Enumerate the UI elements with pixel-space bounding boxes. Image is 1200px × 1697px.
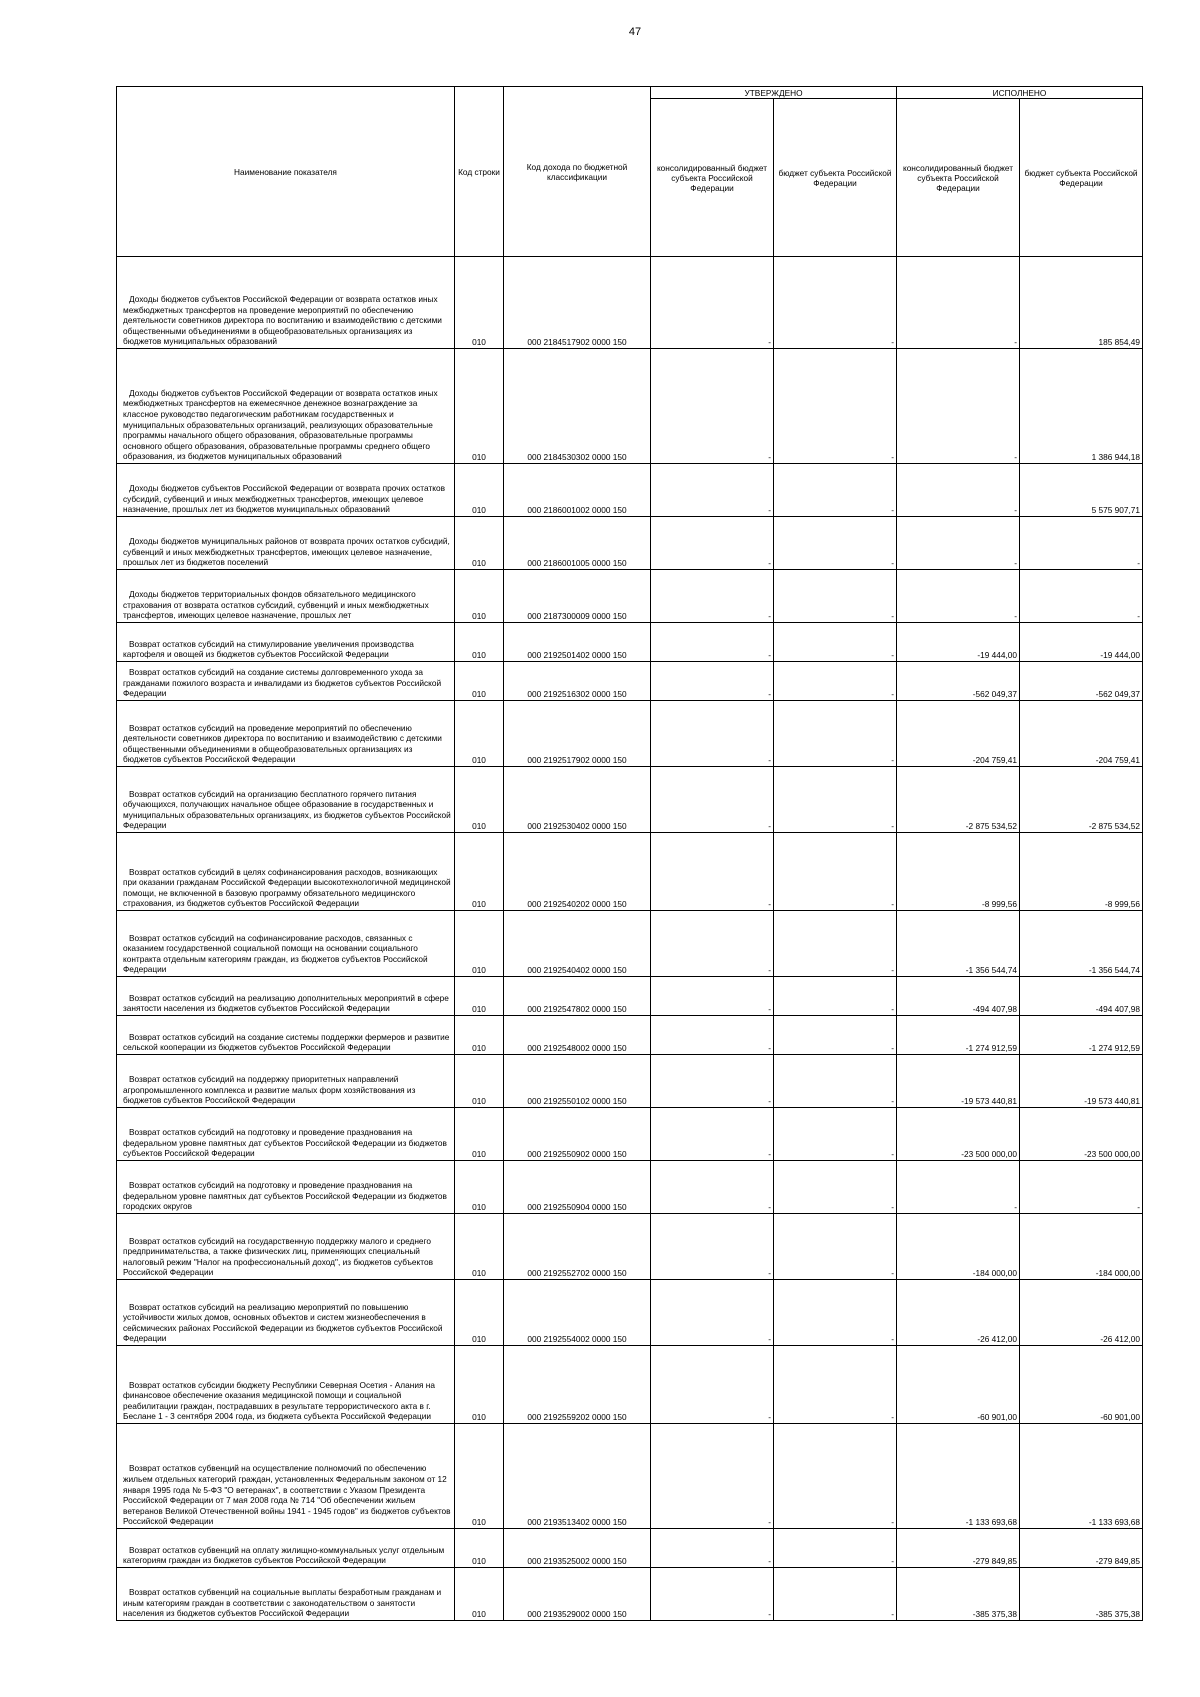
row-income-code: 000 2192554002 0000 150 [504,1280,651,1346]
row-executed-subject: - [1020,517,1143,570]
row-executed-subject: -19 573 440,81 [1020,1055,1143,1108]
row-approved-subject: - [774,570,897,623]
row-executed-consolidated: -8 999,56 [897,833,1020,911]
row-income-code: 000 2192517902 0000 150 [504,701,651,767]
row-approved-subject: - [774,662,897,701]
row-line-code: 010 [455,833,504,911]
row-approved-subject: - [774,1055,897,1108]
table-row [117,833,1143,911]
table-row [117,1108,1143,1161]
row-executed-subject: -204 759,41 [1020,701,1143,767]
row-executed-consolidated: - [897,257,1020,349]
row-approved-subject: - [774,623,897,662]
table-row [117,1568,1143,1621]
row-executed-subject: - [1020,1161,1143,1214]
row-approved-subject: - [774,1568,897,1621]
table-row [117,1161,1143,1214]
row-income-code: 000 2186001002 0000 150 [504,464,651,517]
row-name: Возврат остатков субсидий на подготовку и проведение празднования на федеральном уровне памятных дат субъектов Российской Федерации из бюджетов городских округов [117,1161,455,1214]
row-executed-consolidated: -1 133 693,68 [897,1424,1020,1529]
row-executed-consolidated: -494 407,98 [897,977,1020,1016]
row-executed-subject: -494 407,98 [1020,977,1143,1016]
row-executed-consolidated: -204 759,41 [897,701,1020,767]
row-name: Доходы бюджетов субъектов Российской Федерации от возврата остатков иных межбюджетных трансфертов на проведение мероприятий по обеспечению деятельности советников директора по воспитанию и взаимодействию с детскими общественными объединениями в общеобразовательных организациях из бюджетов муниципальных образований [117,257,455,349]
row-income-code: 000 2193525002 0000 150 [504,1529,651,1568]
row-income-code: 000 2193529002 0000 150 [504,1568,651,1621]
row-name: Возврат остатков субсидий на создание системы долговременного ухода за гражданами пожилого возраста и инвалидами из бюджетов субъектов Российской Федерации [117,662,455,701]
row-name: Возврат остатков субсидий на подготовку и проведение празднования на федеральном уровне памятных дат субъектов Российской Федерации из бюджетов субъектов Российской Федерации [117,1108,455,1161]
row-executed-consolidated: -60 901,00 [897,1346,1020,1424]
row-executed-subject: -60 901,00 [1020,1346,1143,1424]
row-income-code: 000 2192552702 0000 150 [504,1214,651,1280]
page-number: 47 [628,26,642,38]
row-income-code: 000 2192547802 0000 150 [504,977,651,1016]
row-executed-consolidated: -19 444,00 [897,623,1020,662]
table-row [117,1055,1143,1108]
row-approved-consolidated: - [651,257,774,349]
row-line-code: 010 [455,701,504,767]
row-approved-consolidated: - [651,1108,774,1161]
row-line-code: 010 [455,1424,504,1529]
header-approved-subject: бюджет субъекта Российской Федерации [774,99,897,257]
row-approved-consolidated: - [651,1214,774,1280]
row-executed-consolidated: - [897,517,1020,570]
row-line-code: 010 [455,911,504,977]
row-income-code: 000 2192540202 0000 150 [504,833,651,911]
row-approved-consolidated: - [651,833,774,911]
row-name: Возврат остатков субсидии бюджету Республики Северная Осетия - Алания на финансовое обеспечение оказания медицинской помощи и социальной реабилитации граждан, пострадавших в результате террористического акта в г. Беслане 1 - 3 сентября 2004 года, из бюджета субъекта Российской Федерации [117,1346,455,1424]
row-executed-subject: -184 000,00 [1020,1214,1143,1280]
table-row [117,257,1143,349]
row-executed-subject: -19 444,00 [1020,623,1143,662]
row-name: Возврат остатков субсидий на поддержку приоритетных направлений агропромышленного комплекса и развитие малых форм хозяйствования из бюджетов субъектов Российской Федерации [117,1055,455,1108]
row-executed-consolidated: -26 412,00 [897,1280,1020,1346]
row-approved-subject: - [774,464,897,517]
row-executed-subject: 1 386 944,18 [1020,349,1143,464]
table-row [117,570,1143,623]
row-approved-consolidated: - [651,1016,774,1055]
row-executed-subject: -2 875 534,52 [1020,767,1143,833]
row-executed-consolidated: -2 875 534,52 [897,767,1020,833]
row-approved-subject: - [774,1016,897,1055]
table-body [117,257,1143,1621]
row-name: Возврат остатков субсидий на организацию бесплатного горячего питания обучающихся, получающих начальное общее образование в государственных и муниципальных образовательных организациях, из бюджетов субъектов Российской Федерации [117,767,455,833]
row-name: Возврат остатков субсидий на стимулирование увеличения производства картофеля и овощей из бюджетов субъектов Российской Федерации [117,623,455,662]
row-income-code: 000 2192550904 0000 150 [504,1161,651,1214]
row-executed-consolidated: -562 049,37 [897,662,1020,701]
row-approved-subject: - [774,1161,897,1214]
row-approved-subject: - [774,257,897,349]
row-line-code: 010 [455,1108,504,1161]
row-executed-consolidated: -279 849,85 [897,1529,1020,1568]
row-name: Возврат остатков субсидий на реализацию мероприятий по повышению устойчивости жилых домов, основных объектов и систем жизнеобеспечения в сейсмических районах Российской Федерации из бюджетов субъектов Российской Федерации [117,1280,455,1346]
row-name: Возврат остатков субсидий на проведение мероприятий по обеспечению деятельности советников директора по воспитанию и взаимодействию с детскими общественными объединениями в общеобразовательных организациях из бюджетов субъектов Российской Федерации [117,701,455,767]
row-approved-subject: - [774,701,897,767]
table-row [117,1016,1143,1055]
table-row [117,767,1143,833]
row-executed-subject: -562 049,37 [1020,662,1143,701]
header-income-code: Код дохода по бюджетной классификации [504,87,651,257]
row-approved-subject: - [774,349,897,464]
row-line-code: 010 [455,1568,504,1621]
row-line-code: 010 [455,1055,504,1108]
row-executed-consolidated: -1 274 912,59 [897,1016,1020,1055]
row-approved-subject: - [774,1424,897,1529]
row-executed-subject: 185 854,49 [1020,257,1143,349]
row-line-code: 010 [455,1280,504,1346]
row-approved-consolidated: - [651,701,774,767]
row-executed-consolidated: -23 500 000,00 [897,1108,1020,1161]
row-line-code: 010 [455,1016,504,1055]
row-approved-consolidated: - [651,977,774,1016]
row-executed-subject: -23 500 000,00 [1020,1108,1143,1161]
row-name: Возврат остатков субсидий на создание системы поддержки фермеров и развитие сельской кооперации из бюджетов субъектов Российской Федерации [117,1016,455,1055]
row-executed-consolidated: - [897,349,1020,464]
row-line-code: 010 [455,517,504,570]
row-name: Возврат остатков субсидий в целях софинансирования расходов, возникающих при оказании гражданам Российской Федерации высокотехнологичной медицинской помощи, не включенной в базовую программу обязательного медицинского страхования, из бюджетов субъектов Российской Федерации [117,833,455,911]
table-row [117,1280,1143,1346]
row-income-code: 000 2192548002 0000 150 [504,1016,651,1055]
row-name: Возврат остатков субсидий на реализацию дополнительных мероприятий в сфере занятости населения из бюджетов субъектов Российской Федерации [117,977,455,1016]
header-approved: УТВЕРЖДЕНО [651,87,897,99]
row-line-code: 010 [455,767,504,833]
table-row [117,662,1143,701]
row-executed-consolidated: -1 356 544,74 [897,911,1020,977]
row-name: Доходы бюджетов субъектов Российской Федерации от возврата остатков иных межбюджетных трансфертов на ежемесячное денежное вознаграждение за классное руководство педагогическим работникам государственных и муниципальных образовательных организаций, реализующих образовательные программы начального общего образования, образовательные программы основного общего образования, образовательные программы среднего общего образования, из бюджетов муниципальных образований [117,349,455,464]
row-executed-subject: - [1020,570,1143,623]
table-row [117,1529,1143,1568]
row-income-code: 000 2192540402 0000 150 [504,911,651,977]
row-line-code: 010 [455,1529,504,1568]
row-approved-consolidated: - [651,464,774,517]
row-approved-consolidated: - [651,1346,774,1424]
row-approved-consolidated: - [651,1424,774,1529]
row-income-code: 000 2192550102 0000 150 [504,1055,651,1108]
row-executed-consolidated: -385 375,38 [897,1568,1020,1621]
row-approved-subject: - [774,1346,897,1424]
row-line-code: 010 [455,1214,504,1280]
row-income-code: 000 2192550902 0000 150 [504,1108,651,1161]
row-line-code: 010 [455,1161,504,1214]
row-name: Возврат остатков субвенций на социальные выплаты безработным гражданам и иным категориям граждан в соответствии с законодательством о занятости населения из бюджетов субъектов Российской Федерации [117,1568,455,1621]
row-line-code: 010 [455,623,504,662]
row-approved-consolidated: - [651,517,774,570]
row-name: Доходы бюджетов субъектов Российской Федерации от возврата прочих остатков субсидий, субвенций и иных межбюджетных трансфертов, имеющих целевое назначение, прошлых лет из бюджетов муниципальных образований [117,464,455,517]
table-row [117,464,1143,517]
row-income-code: 000 2186001005 0000 150 [504,517,651,570]
row-line-code: 010 [455,662,504,701]
row-name: Возврат остатков субсидий на софинансирование расходов, связанных с оказанием государственной социальной помощи на основании социального контракта отдельным категориям граждан, из бюджетов субъектов Российской Федерации [117,911,455,977]
row-executed-subject: -1 274 912,59 [1020,1016,1143,1055]
row-approved-subject: - [774,517,897,570]
row-line-code: 010 [455,570,504,623]
header-group-row [117,87,1143,99]
row-executed-consolidated: - [897,464,1020,517]
row-approved-subject: - [774,1280,897,1346]
row-approved-consolidated: - [651,767,774,833]
row-name: Возврат остатков субсидий на государственную поддержку малого и среднего предпринимательства, а также физических лиц, применяющих специальный налоговый режим "Налог на профессиональный доход", из бюджетов субъектов Российской Федерации [117,1214,455,1280]
row-executed-consolidated: - [897,1161,1020,1214]
row-income-code: 000 2193513402 0000 150 [504,1424,651,1529]
header-line-code: Код строки [455,87,504,257]
row-executed-subject: -8 999,56 [1020,833,1143,911]
row-approved-consolidated: - [651,1055,774,1108]
row-name: Возврат остатков субвенций на оплату жилищно-коммунальных услуг отдельным категориям граждан из бюджетов субъектов Российской Федерации [117,1529,455,1568]
row-income-code: 000 2192516302 0000 150 [504,662,651,701]
row-line-code: 010 [455,349,504,464]
table-row [117,623,1143,662]
table-row [117,1424,1143,1529]
row-name: Возврат остатков субвенций на осуществление полномочий по обеспечению жильем отдельных категорий граждан, установленных Федеральным законом от 12 января 1995 года № 5-ФЗ "О ветеранах", в соответствии с Указом Президента Российской Федерации от 7 мая 2008 года № 714 "Об обеспечении жильем ветеранов Великой Отечественной войны 1941 - 1945 годов" из бюджетов субъектов Российской Федерации [117,1424,455,1529]
row-approved-consolidated: - [651,623,774,662]
row-executed-subject: -26 412,00 [1020,1280,1143,1346]
row-line-code: 010 [455,464,504,517]
row-approved-subject: - [774,977,897,1016]
header-executed: ИСПОЛНЕНО [897,87,1143,99]
row-approved-consolidated: - [651,570,774,623]
table-row [117,911,1143,977]
header-executed-subject: бюджет субъекта Российской Федерации [1020,99,1143,257]
header-name: Наименование показателя [117,87,455,257]
row-approved-subject: - [774,1214,897,1280]
row-approved-consolidated: - [651,349,774,464]
row-executed-consolidated: -184 000,00 [897,1214,1020,1280]
row-executed-consolidated: - [897,570,1020,623]
table-row [117,517,1143,570]
row-name: Доходы бюджетов муниципальных районов от возврата прочих остатков субсидий, субвенций и иных межбюджетных трансфертов, имеющих целевое назначение, прошлых лет из бюджетов поселений [117,517,455,570]
row-approved-subject: - [774,911,897,977]
row-income-code: 000 2187300009 0000 150 [504,570,651,623]
row-name: Доходы бюджетов территориальных фондов обязательного медицинского страхования от возврата остатков субсидий, субвенций и иных межбюджетных трансфертов, имеющих целевое назначение, прошлых лет [117,570,455,623]
row-approved-subject: - [774,1529,897,1568]
row-approved-consolidated: - [651,911,774,977]
header-approved-consolidated: консолидированный бюджет субъекта Российской Федерации [651,99,774,257]
table-row [117,349,1143,464]
row-executed-subject: -1 133 693,68 [1020,1424,1143,1529]
table-row [117,1214,1143,1280]
row-line-code: 010 [455,1346,504,1424]
row-income-code: 000 2184530302 0000 150 [504,349,651,464]
row-income-code: 000 2192501402 0000 150 [504,623,651,662]
row-approved-consolidated: - [651,1161,774,1214]
row-executed-consolidated: -19 573 440,81 [897,1055,1020,1108]
row-executed-subject: 5 575 907,71 [1020,464,1143,517]
row-income-code: 000 2184517902 0000 150 [504,257,651,349]
row-approved-consolidated: - [651,1280,774,1346]
row-approved-subject: - [774,767,897,833]
row-approved-consolidated: - [651,1568,774,1621]
row-line-code: 010 [455,977,504,1016]
table-row [117,1346,1143,1424]
row-approved-subject: - [774,1108,897,1161]
row-income-code: 000 2192530402 0000 150 [504,767,651,833]
row-line-code: 010 [455,257,504,349]
row-approved-subject: - [774,833,897,911]
row-executed-subject: -385 375,38 [1020,1568,1143,1621]
row-approved-consolidated: - [651,1529,774,1568]
row-executed-subject: -279 849,85 [1020,1529,1143,1568]
header-executed-consolidated: консолидированный бюджет субъекта Российской Федерации [897,99,1020,257]
row-approved-consolidated: - [651,662,774,701]
report-table [116,86,1143,1621]
table-row [117,701,1143,767]
row-income-code: 000 2192559202 0000 150 [504,1346,651,1424]
table-row [117,977,1143,1016]
row-executed-subject: -1 356 544,74 [1020,911,1143,977]
